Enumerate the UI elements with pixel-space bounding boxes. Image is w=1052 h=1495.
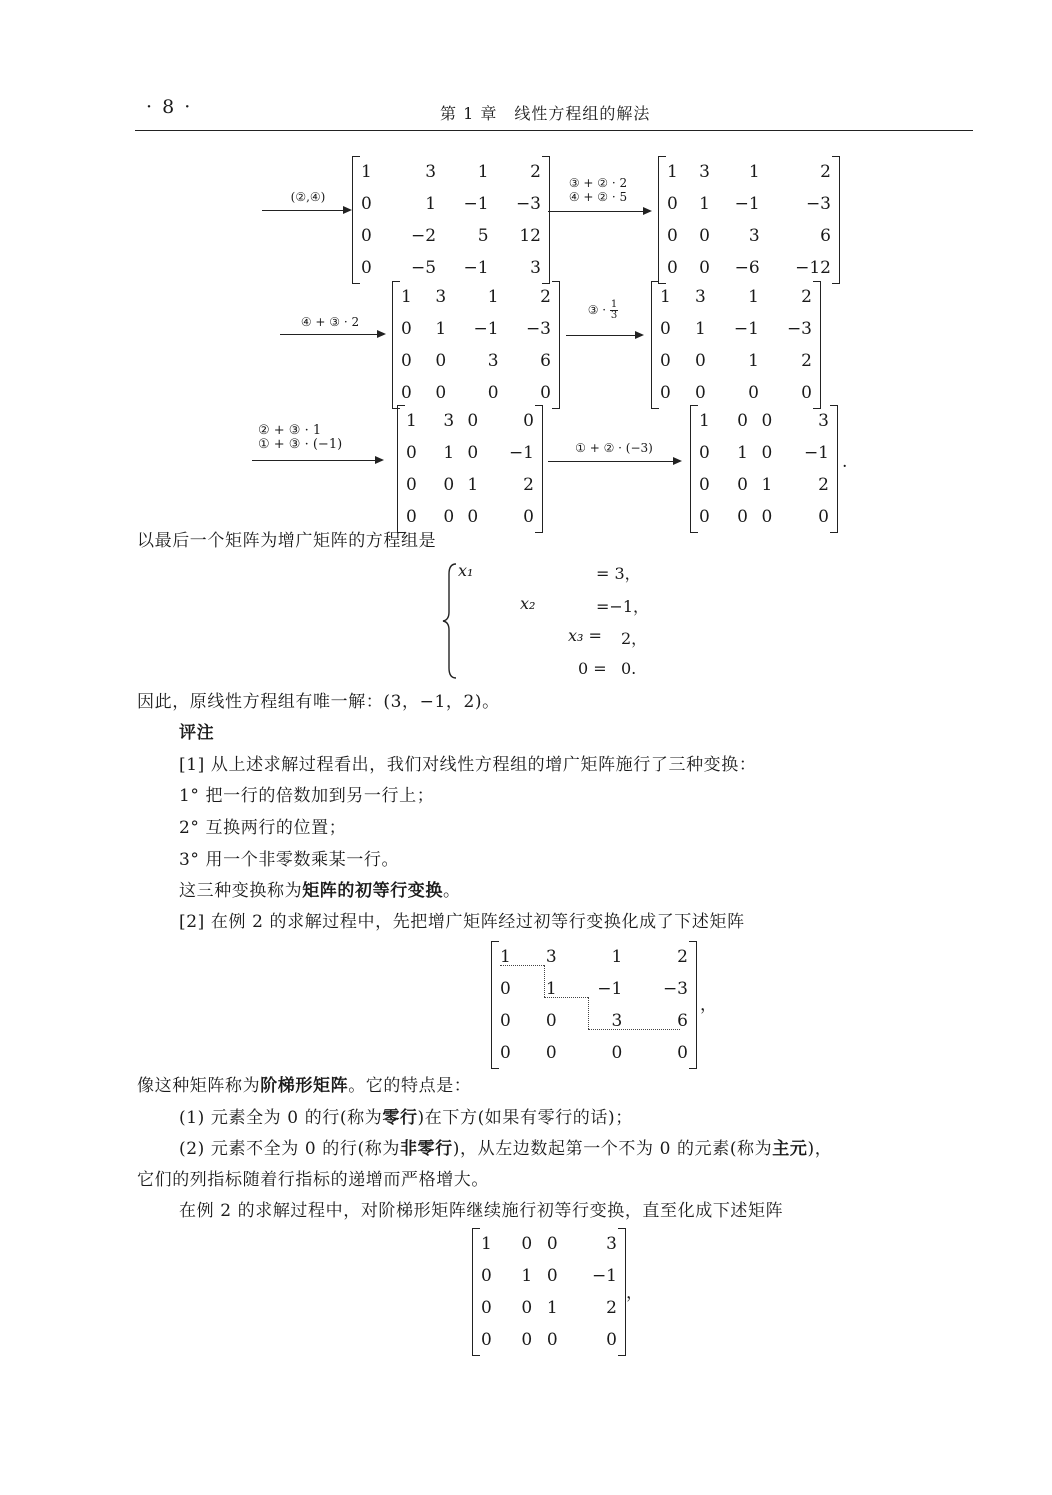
matrix-cell: 0 — [667, 194, 678, 214]
matrix-cell: 2 — [606, 1298, 617, 1318]
term-echelon-matrix: 阶梯形矩阵 — [260, 1076, 349, 1096]
matrix-cell: 3 — [695, 287, 706, 307]
matrix-cell: 1 — [748, 287, 759, 307]
eq1-lhs: x₁ — [458, 561, 474, 580]
matrix-cell: 0 — [361, 258, 372, 278]
matrix-cell: 3 — [425, 162, 437, 182]
matrix-cell: 0 — [695, 351, 706, 371]
matrix-row — [699, 437, 829, 469]
matrix-cell: 3 — [818, 411, 829, 431]
matrix-row — [500, 973, 688, 1005]
matrix-cell: 0 — [500, 1043, 511, 1063]
op-label-2: ③ + ② · 2 ④ + ② · 5 — [568, 176, 628, 204]
matrix-row — [500, 941, 688, 973]
matrix-row — [401, 345, 551, 377]
matrix-cell: 1 — [481, 1234, 492, 1254]
matrix-row — [699, 501, 829, 533]
header-rule — [135, 130, 973, 131]
matrix-cell: 0 — [699, 226, 710, 246]
matrix-cell: 3 — [443, 411, 455, 431]
matrix-cell: 0 — [401, 351, 412, 371]
matrix-cell: −1 — [463, 194, 489, 214]
matrix-row — [500, 1037, 688, 1069]
matrix-cell: 1 — [748, 351, 759, 371]
commentary-para2: 这三种变换称为矩阵的初等行变换。 — [179, 881, 461, 901]
matrix-cell: 12 — [519, 226, 541, 246]
matrix-cell: −3 — [786, 319, 812, 339]
matrix-row — [361, 220, 541, 252]
matrix-cell: 3 — [748, 226, 760, 246]
eq1-rhs: = 3， — [596, 564, 641, 583]
matrix-cell: 0 — [467, 411, 479, 431]
matrix-cell: 1 — [611, 947, 623, 967]
matrix-cell: 1 — [521, 1266, 533, 1286]
matrix-cell: 0 — [737, 475, 748, 495]
matrix-cell: 2 — [677, 947, 688, 967]
reduced-matrix — [472, 1228, 626, 1356]
matrix-cell: 0 — [487, 383, 499, 403]
matrix-cell: 0 — [500, 979, 511, 999]
matrix-2 — [658, 156, 840, 284]
op-label-5: ② + ③ · 1 ① + ③ · (−1) — [258, 423, 343, 452]
matrix-cell: 0 — [761, 443, 773, 463]
matrix-cell: −1 — [508, 443, 534, 463]
matrix-cell: 1 — [500, 947, 511, 967]
eq2-rhs: =−1， — [596, 597, 649, 616]
matrix-cell: 0 — [737, 411, 748, 431]
matrix-cell: 0 — [406, 475, 417, 495]
arrow-6 — [548, 461, 680, 462]
matrix-cell: −6 — [734, 258, 760, 278]
matrix-row — [667, 252, 831, 284]
matrix-cell: −3 — [515, 194, 541, 214]
matrix-cell: −12 — [795, 258, 831, 278]
matrix-cell: 1 — [546, 1298, 558, 1318]
matrix-cell: 0 — [546, 1234, 558, 1254]
matrix-cell: 0 — [521, 1330, 533, 1350]
matrix-cell: 1 — [699, 411, 710, 431]
matrix-cell: −1 — [733, 319, 759, 339]
op-label-6: ① + ② · (−3) — [575, 441, 653, 455]
matrix-cell: 1 — [443, 443, 455, 463]
arrow-2 — [548, 211, 650, 212]
matrix-row — [699, 405, 829, 437]
matrix-cell: 0 — [523, 411, 534, 431]
matrix-cell: 1 — [545, 979, 557, 999]
matrix-cell: 0 — [443, 475, 455, 495]
matrix-cell: 2 — [523, 475, 534, 495]
matrix-cell: 1 — [761, 475, 773, 495]
matrix-cell: 1 — [695, 319, 706, 339]
matrix-cell: 3 — [530, 258, 541, 278]
matrix-cell: 0 — [443, 507, 455, 527]
matrix-cell: 0 — [801, 383, 812, 403]
list-item: 2° 互换两行的位置； — [179, 818, 347, 838]
matrix-cell: 0 — [761, 411, 773, 431]
matrix-row — [500, 1005, 688, 1037]
matrix-cell: 3 — [435, 287, 447, 307]
matrix-cell: 6 — [677, 1011, 688, 1031]
matrix-6 — [690, 405, 838, 533]
matrix-cell: 1 — [435, 319, 447, 339]
page-number: · 8 · — [146, 96, 193, 118]
matrix-cell: 0 — [737, 507, 748, 527]
matrix-cell: 0 — [435, 383, 447, 403]
matrix-cell: 0 — [481, 1266, 492, 1286]
matrix-cell: −1 — [591, 1266, 617, 1286]
matrix-cell: 1 — [477, 162, 489, 182]
matrix-row — [667, 156, 831, 188]
matrix-row — [667, 220, 831, 252]
matrix-row — [481, 1228, 617, 1260]
matrix-cell: 0 — [481, 1330, 492, 1350]
commentary-para3: [2] 在例 2 的求解过程中，先把增广矩阵经过初等行变换化成了下述矩阵 — [179, 912, 745, 932]
matrix-row — [481, 1260, 617, 1292]
matrix-cell: 0 — [667, 258, 678, 278]
matrix-cell: 3 — [611, 1011, 623, 1031]
matrix-cell: 3 — [545, 947, 557, 967]
final-period: . — [842, 452, 849, 472]
matrix-cell: 0 — [545, 1043, 557, 1063]
matrix-row — [406, 437, 534, 469]
matrix-cell: −1 — [463, 258, 489, 278]
eq3-rhs: 2， — [621, 629, 648, 648]
matrix-cell: 0 — [660, 319, 671, 339]
arrow-3 — [280, 334, 384, 335]
matrix-cell: 2 — [818, 475, 829, 495]
matrix-cell: −3 — [662, 979, 688, 999]
matrix-row — [667, 188, 831, 220]
matrix-cell: 0 — [361, 226, 372, 246]
op-label-4: ③ · $\frac{1}{3}$ — [587, 299, 618, 321]
matrix-cell: 0 — [523, 507, 534, 527]
term-pivot: 主元 — [772, 1139, 808, 1159]
matrix-cell: −1 — [803, 443, 829, 463]
matrix-row — [699, 469, 829, 501]
matrix-cell: 0 — [660, 383, 671, 403]
term-zero-row: 零行 — [382, 1108, 418, 1128]
matrix-cell: 0 — [699, 475, 710, 495]
matrix-cell: 1 — [737, 443, 748, 463]
matrix-cell: 0 — [401, 383, 412, 403]
matrix-cell: 0 — [467, 507, 479, 527]
matrix-row — [401, 281, 551, 313]
matrix-cell: −1 — [734, 194, 760, 214]
matrix-row — [406, 405, 534, 437]
matrix-cell: 1 — [425, 194, 437, 214]
matrix-cell: 0 — [699, 258, 710, 278]
matrix-cell: 0 — [667, 226, 678, 246]
commentary-para4: 像这种矩阵称为阶梯形矩阵。它的特点是： — [137, 1076, 472, 1096]
intro-text: 以最后一个矩阵为增广矩阵的方程组是 — [137, 531, 437, 551]
matrix-cell: 0 — [660, 351, 671, 371]
matrix-cell: 2 — [530, 162, 541, 182]
matrix-row — [660, 345, 812, 377]
matrix-row — [660, 313, 812, 345]
matrix-cell: 1 — [748, 162, 760, 182]
echelon-trailing-comma: ， — [700, 995, 718, 1015]
matrix-cell: 0 — [406, 443, 417, 463]
matrix-cell: 0 — [467, 443, 479, 463]
matrix-cell: 0 — [406, 507, 417, 527]
matrix-cell: −3 — [805, 194, 831, 214]
matrix-cell: 0 — [546, 1266, 558, 1286]
matrix-cell: 0 — [435, 351, 447, 371]
arrow-5 — [252, 460, 382, 461]
feature-1: (1) 元素全为 0 的行(称为零行)在下方(如果有零行的话)； — [179, 1108, 633, 1128]
matrix-cell: −3 — [525, 319, 551, 339]
conclusion: 因此，原线性方程组有唯一解：(3，−1，2)。 — [137, 692, 500, 712]
matrix-cell: 0 — [500, 1011, 511, 1031]
matrix-cell: 1 — [467, 475, 479, 495]
matrix-row — [361, 252, 541, 284]
matrix-cell: 2 — [801, 287, 812, 307]
matrix-cell: 0 — [545, 1011, 557, 1031]
fraction-one-third: $\frac{1}{3}$ — [610, 299, 618, 321]
matrix-row — [481, 1324, 617, 1356]
matrix-cell: 0 — [606, 1330, 617, 1350]
matrix-cell: 0 — [748, 383, 759, 403]
matrix-cell: 2 — [820, 162, 831, 182]
matrix-cell: 0 — [818, 507, 829, 527]
matrix-cell: 1 — [361, 162, 372, 182]
matrix-cell: −2 — [411, 226, 437, 246]
matrix-cell: 0 — [521, 1298, 533, 1318]
list-item: 3° 用一个非零数乘某一行。 — [179, 850, 400, 870]
matrix-cell: 0 — [677, 1043, 688, 1063]
matrix-cell: 6 — [820, 226, 831, 246]
eq4-lhs: 0 = — [578, 659, 607, 678]
matrix-cell: 0 — [695, 383, 706, 403]
matrix-4 — [651, 281, 821, 409]
matrix-1 — [352, 156, 550, 284]
matrix-3 — [392, 281, 560, 409]
matrix-cell: −1 — [597, 979, 623, 999]
matrix-cell: 5 — [477, 226, 489, 246]
matrix-row — [481, 1292, 617, 1324]
matrix-cell: 0 — [699, 443, 710, 463]
matrix-cell: 0 — [481, 1298, 492, 1318]
feature-2: (2) 元素不全为 0 的行(称为非零行)，从左边数起第一个不为 0 的元素(称为主元)， — [179, 1139, 833, 1159]
matrix-cell: 0 — [361, 194, 372, 214]
matrix-cell: 0 — [401, 319, 412, 339]
matrix-cell: 1 — [699, 194, 710, 214]
matrix-cell: 0 — [521, 1234, 533, 1254]
matrix-5 — [397, 405, 543, 533]
matrix-cell: 0 — [540, 383, 551, 403]
matrix-cell: 1 — [660, 287, 671, 307]
matrix-cell: −1 — [473, 319, 499, 339]
echelon-matrix — [491, 941, 697, 1069]
commentary-heading: 评注 — [179, 723, 215, 743]
reduced-trailing-comma: ， — [626, 1283, 644, 1303]
op-label-3: ④ + ③ · 2 — [300, 315, 360, 329]
matrix-cell: 1 — [406, 411, 417, 431]
matrix-cell: −5 — [411, 258, 437, 278]
matrix-cell: 2 — [801, 351, 812, 371]
feature-2-continued: 它们的列指标随着行指标的递增而严格增大。 — [137, 1170, 489, 1190]
eq2-lhs: x₂ — [520, 594, 536, 613]
matrix-cell: 3 — [699, 162, 710, 182]
matrix-cell: 1 — [667, 162, 678, 182]
matrix-cell: 0 — [611, 1043, 623, 1063]
arrow-1 — [262, 210, 350, 211]
commentary-para5: 在例 2 的求解过程中，对阶梯形矩阵继续施行初等行变换，直至化成下述矩阵 — [179, 1201, 784, 1221]
matrix-cell: 0 — [699, 507, 710, 527]
matrix-cell: 6 — [540, 351, 551, 371]
term-elementary-row-ops: 矩阵的初等行变换 — [302, 881, 444, 901]
list-item: 1° 把一行的倍数加到另一行上； — [179, 786, 435, 806]
matrix-cell: 3 — [606, 1234, 617, 1254]
arrow-4 — [566, 335, 642, 336]
matrix-row — [361, 156, 541, 188]
matrix-row — [406, 469, 534, 501]
commentary-para1: [1] 从上述求解过程看出，我们对线性方程组的增广矩阵施行了三种变换： — [179, 755, 757, 775]
eq4-rhs: 0. — [621, 659, 637, 678]
matrix-cell: 2 — [540, 287, 551, 307]
matrix-row — [361, 188, 541, 220]
matrix-cell: 1 — [401, 287, 412, 307]
matrix-cell: 0 — [546, 1330, 558, 1350]
matrix-cell: 1 — [487, 287, 499, 307]
op-label-1: (②,④) — [290, 190, 326, 204]
term-nonzero-row: 非零行 — [399, 1139, 453, 1159]
matrix-row — [401, 313, 551, 345]
chapter-title: 第 1 章 线性方程组的解法 — [440, 104, 651, 123]
matrix-cell: 0 — [761, 507, 773, 527]
eq3-lhs: x₃ = — [568, 626, 602, 645]
matrix-cell: 3 — [487, 351, 499, 371]
matrix-row — [660, 281, 812, 313]
